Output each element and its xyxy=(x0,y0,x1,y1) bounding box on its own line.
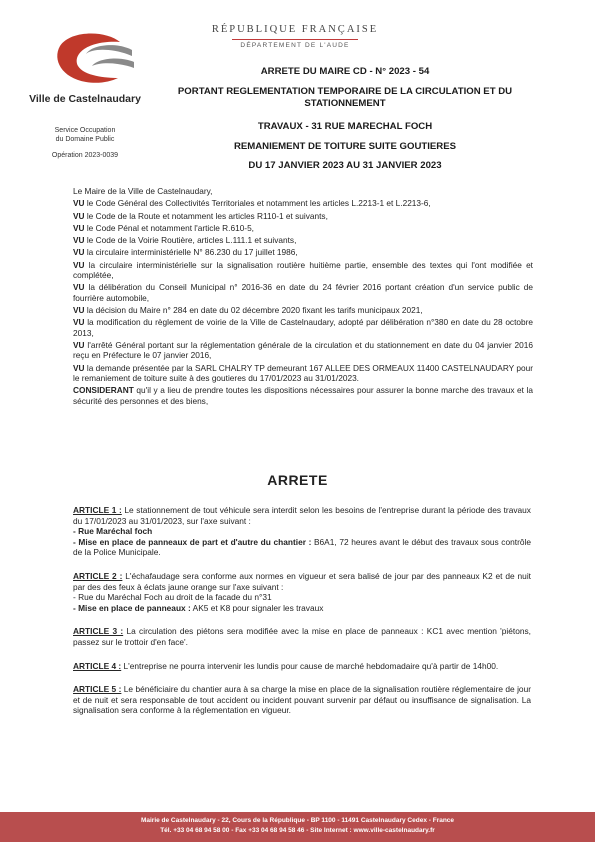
article-label: ARTICLE 5 : xyxy=(73,684,122,695)
article-text: Le bénéficiaire du chantier aura à sa charge la mise en place de la signalisation routière réglementaire de jour et de nuit et sera responsable de tout accident ou incident pouvant survenir par défaut ou insuffisance de signalisation. La signalisation sera conforme à la réglementation en vigueur. xyxy=(73,684,531,716)
departement-label: DÉPARTEMENT DE L'AUDE xyxy=(240,42,350,49)
dates-title: DU 17 JANVIER 2023 AU 31 JANVIER 2023 xyxy=(248,160,442,171)
vu-lead: VU xyxy=(73,222,85,233)
vu-lead: VU xyxy=(73,198,85,209)
article-label: ARTICLE 1 : xyxy=(73,505,122,515)
vu-lead: VU xyxy=(73,304,85,315)
portant-title xyxy=(150,86,540,110)
vu-text: le Code Général des Collectivités Territoriales et notamment les articles L.2213-1 et L.2213-6, xyxy=(84,198,431,209)
article-1 xyxy=(73,505,531,558)
service-line: Service Occupation xyxy=(54,127,116,134)
vu-text: le Code de la Voirie Routière, articles L.111.1 et suivants, xyxy=(84,235,297,245)
vu-text: la décision du Maire n° 284 en date du 02 décembre 2020 fixant les tarifs municipaux 2021, xyxy=(84,304,423,315)
vu-text: la modification du règlement de voirie de la Ville de Castelnaudary, adopté par délibération n°380 en date du 28 octobre 2013, xyxy=(73,317,533,338)
vu-item xyxy=(73,211,533,221)
vu-text: l'arrêté Général portant sur la réglementation générale de la circulation et du stationnement en date du 04 janvier 2016 reçu en Préfecture le 07 janvier 2016, xyxy=(73,339,533,361)
footer-contact: Tél. +33 04 68 94 58 00 - Fax +33 04 68 94 58 46 - Site Internet : www.ville-castelnaudary.fr xyxy=(160,827,435,834)
vu-item xyxy=(73,340,533,361)
article-bullet-bold: - Mise en place de panneaux de part et d'autre du chantier : xyxy=(73,536,312,547)
remaniement-title: REMANIEMENT DE TOITURE SUITE GOUTIERES xyxy=(233,141,457,152)
article-text: La circulation des piétons sera modifiée avec la mise en place de panneaux : KC1 avec mention 'piétons, passez sur le trottoir d'en face'. xyxy=(73,626,531,647)
vu-text: le Code Pénal et notamment l'article R.610-5, xyxy=(84,222,254,233)
vu-lead: VU xyxy=(73,282,85,293)
service-line: du Domaine Public xyxy=(55,136,115,143)
travaux-title: TRAVAUX - 31 RUE MARECHAL FOCH xyxy=(257,121,433,132)
arrete-title: ARRETE xyxy=(267,472,328,488)
article-label: ARTICLE 2 : xyxy=(73,570,123,581)
service-label xyxy=(20,126,150,144)
footer-address: Mairie de Castelnaudary - 22, Cours de la République - BP 1100 - 11491 Castelnaudary Cedex - France xyxy=(140,817,455,824)
portant-line: STATIONNEMENT xyxy=(304,98,386,110)
vu-item xyxy=(73,223,533,233)
article-4 xyxy=(73,661,531,672)
vu-item xyxy=(73,235,533,245)
article-text: L'échafaudage sera conforme aux normes en vigueur et sera balisé de jour par des panneaux K2 et de nuit par des des feux à éclats jaune orange sur l'axe suivant : xyxy=(73,570,531,592)
vu-item xyxy=(73,305,533,315)
vu-lead: CONSIDERANT xyxy=(73,385,134,396)
vu-lead: VU xyxy=(73,317,85,328)
vu-text: le Code de la Route et notamment les articles R110-1 et suivants, xyxy=(84,210,328,221)
vu-text: la circulaire interministérielle N° 86.230 du 17 juillet 1986, xyxy=(84,247,298,258)
vu-item xyxy=(73,282,533,303)
vu-item xyxy=(73,385,533,406)
vu-item xyxy=(73,260,533,281)
article-label: ARTICLE 4 : xyxy=(73,660,122,671)
vu-lead: VU xyxy=(73,362,85,373)
vu-item xyxy=(73,198,533,208)
vu-lead: VU xyxy=(73,247,85,258)
articles xyxy=(73,505,531,729)
vu-item xyxy=(73,363,533,384)
vu-lead: VU xyxy=(73,210,85,221)
article-label: ARTICLE 3 : xyxy=(73,626,124,637)
vu-lead: VU xyxy=(73,339,85,350)
article-street: - Rue Maréchal foch xyxy=(73,526,153,537)
article-2 xyxy=(73,571,531,613)
article-street: - Rue du Maréchal Foch au droit de la facade du n°31 xyxy=(73,592,272,603)
preamble xyxy=(73,186,533,408)
vu-lead: VU xyxy=(73,259,85,270)
vu-item xyxy=(73,247,533,257)
portant-line: PORTANT REGLEMENTATION TEMPORAIRE DE LA CIRCULATION ET DU xyxy=(177,86,513,97)
arrete-number: ARRETE DU MAIRE CD - N° 2023 - 54 xyxy=(260,66,430,77)
vu-item xyxy=(73,317,533,338)
article-3 xyxy=(73,626,531,647)
castelnaudary-logo-icon xyxy=(48,28,138,90)
article-text: L'entreprise ne pourra intervenir les lundis pour cause de marché hebdomadaire qu'à partir de 14h00. xyxy=(121,660,499,671)
article-5 xyxy=(73,684,531,716)
town-name: Ville de Castelnaudary xyxy=(29,93,141,105)
vu-text: la délibération du Conseil Municipal n° 2016-36 en date du 24 février 2016 portant création d'un service public de fourrière automobile, xyxy=(73,282,533,303)
republique-francaise: RÉPUBLIQUE FRANÇAISE xyxy=(211,24,379,35)
preamble-intro: Le Maire de la Ville de Castelnaudary, xyxy=(73,186,213,196)
article-bullet-text: AK5 et K8 pour signaler les travaux xyxy=(190,602,324,613)
article-bullet-bold: - Mise en place de panneaux : xyxy=(73,602,191,613)
vu-lead: VU xyxy=(73,235,85,245)
vu-list xyxy=(73,198,533,406)
vu-text: la demande présentée par la SARL CHALRY TP demeurant 167 ALLEE DES ORMEAUX 11400 CASTELNAUDARY pour le remaniement de toiture suite à des goutieres du 17/01/2023 au 31/01/2023. xyxy=(73,362,533,384)
operation-number: Opération 2023-0039 xyxy=(51,152,119,159)
vu-text: la circulaire interministérielle sur la signalisation routière huitième partie, ensemble des textes qui l'ont modifiée et complétée, xyxy=(73,259,533,280)
article-bullet-text: B6A1, 72 heures avant le début des travaux sous contrôle de la Police Municipale. xyxy=(73,536,531,558)
header-divider xyxy=(232,39,358,40)
vu-text: qu'il y a lieu de prendre toutes les dispositions nécessaires pour assurer la bonne marche des travaux et la sécurité des personnes et des biens, xyxy=(73,385,533,406)
article-text: Le stationnement de tout véhicule sera interdit selon les besoins de l'entreprise durant la période des travaux du 17/01/2023 au 31/01/2023, sur l'axe suivant : xyxy=(73,505,531,526)
